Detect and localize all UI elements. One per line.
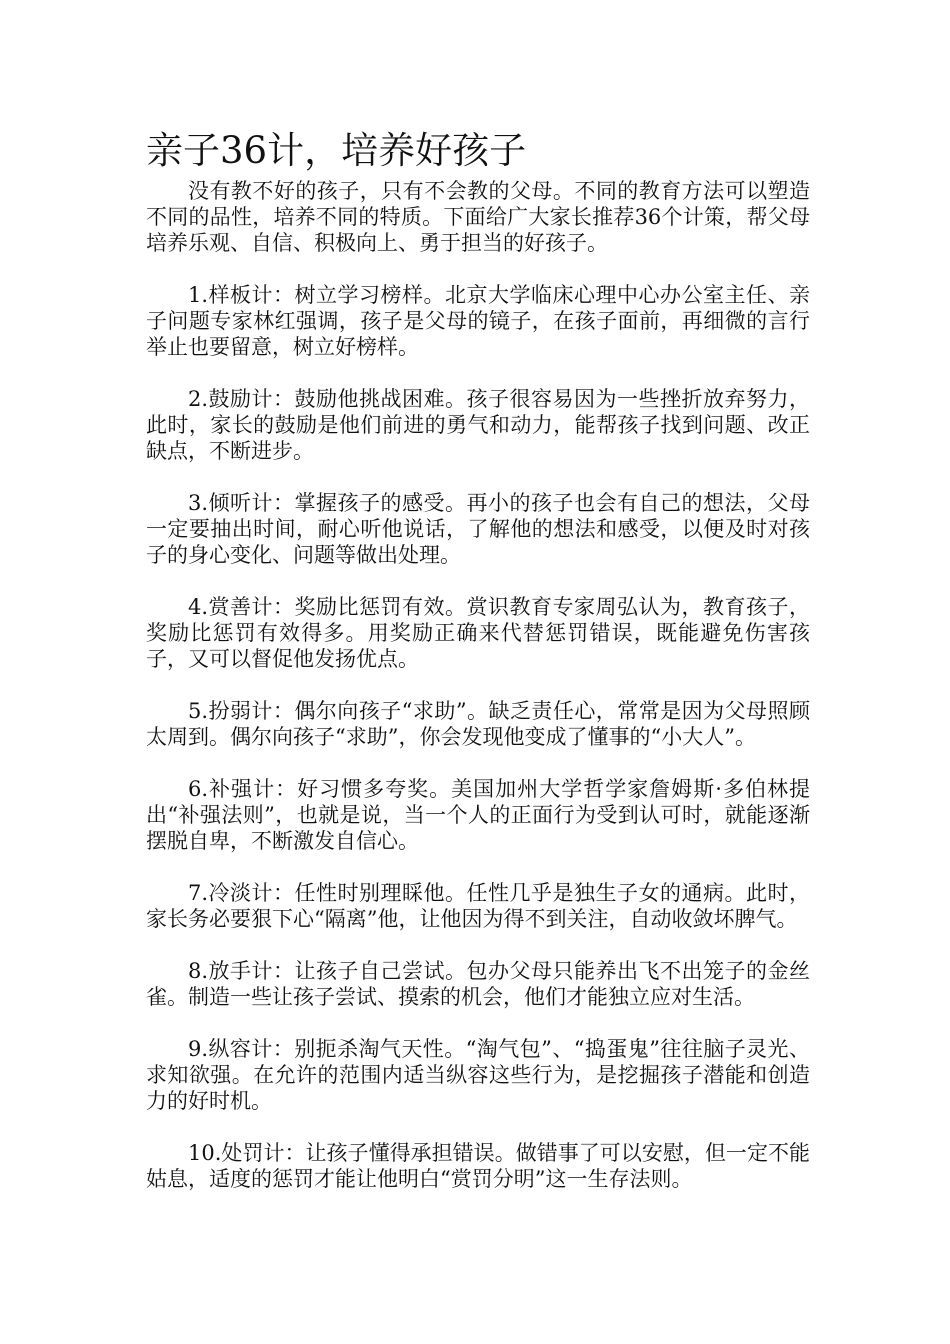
paragraph-gap	[146, 932, 810, 958]
tip-2-paragraph: 2.鼓励计：鼓励他挑战困难。孩子很容易因为一些挫折放弃努力，此时，家长的鼓励是他们前进的勇气和动力，能帮孩子找到问题、改正缺点，不断进步。	[146, 387, 810, 463]
paragraph-gap	[146, 464, 810, 490]
paragraph-gap	[146, 854, 810, 880]
tip-8-paragraph: 8.放手计：让孩子自己尝试。包办父母只能养出飞不出笼子的金丝雀。制造一些让孩子尝试、摸索的机会，他们才能独立应对生活。	[146, 959, 810, 1009]
tip-10-paragraph: 10.处罚计：让孩子懂得承担错误。做错事了可以安慰，但一定不能姑息，适度的惩罚才能让他明白“赏罚分明”这一生存法则。	[146, 1141, 810, 1191]
paragraph-gap	[146, 1114, 810, 1140]
document-title: 亲子36计，培养好孩子	[146, 129, 527, 172]
paragraph-gap	[146, 672, 810, 698]
tip-4-paragraph: 4.赏善计：奖励比惩罚有效。赏识教育专家周弘认为，教育孩子，奖励比惩罚有效得多。用奖励正确来代替惩罚错误，既能避免伤害孩子，又可以督促他发扬优点。	[146, 595, 810, 671]
document-page	[146, 128, 810, 1192]
tip-7-paragraph: 7.冷淡计：任性时别理睬他。任性几乎是独生子女的通病。此时，家长务必要狠下心“隔离”他，让他因为得不到关注，自动收敛坏脾气。	[146, 881, 810, 931]
paragraph-gap	[146, 750, 810, 776]
tip-3-paragraph: 3.倾听计：掌握孩子的感受。再小的孩子也会有自己的想法，父母一定要抽出时间，耐心听他说话，了解他的想法和感受，以便及时对孩子的身心变化、问题等做出处理。	[146, 491, 810, 567]
paragraph-gap	[146, 360, 810, 386]
paragraph-gap	[146, 568, 810, 594]
paragraph-gap	[146, 1010, 810, 1036]
tip-6-paragraph: 6.补强计：好习惯多夸奖。美国加州大学哲学家詹姆斯·多伯林提出“补强法则”，也就是说，当一个人的正面行为受到认可时，就能逐渐摆脱自卑，不断激发自信心。	[146, 777, 810, 853]
intro-paragraph: 没有教不好的孩子，只有不会教的父母。不同的教育方法可以塑造不同的品性，培养不同的特质。下面给广大家长推荐36个计策，帮父母培养乐观、自信、积极向上、勇于担当的好孩子。	[146, 179, 810, 255]
tip-1-paragraph: 1.样板计：树立学习榜样。北京大学临床心理中心办公室主任、亲子问题专家林红强调，孩子是父母的镜子，在孩子面前，再细微的言行举止也要留意，树立好榜样。	[146, 283, 810, 359]
tip-5-paragraph: 5.扮弱计：偶尔向孩子“求助”。缺乏责任心，常常是因为父母照顾太周到。偶尔向孩子“求助”，你会发现他变成了懂事的“小大人”。	[146, 699, 810, 749]
paragraph-gap	[146, 256, 810, 282]
tip-9-paragraph: 9.纵容计：别扼杀淘气天性。“淘气包”、“捣蛋鬼”往往脑子灵光、求知欲强。在允许的范围内适当纵容这些行为，是挖掘孩子潜能和创造力的好时机。	[146, 1037, 810, 1113]
